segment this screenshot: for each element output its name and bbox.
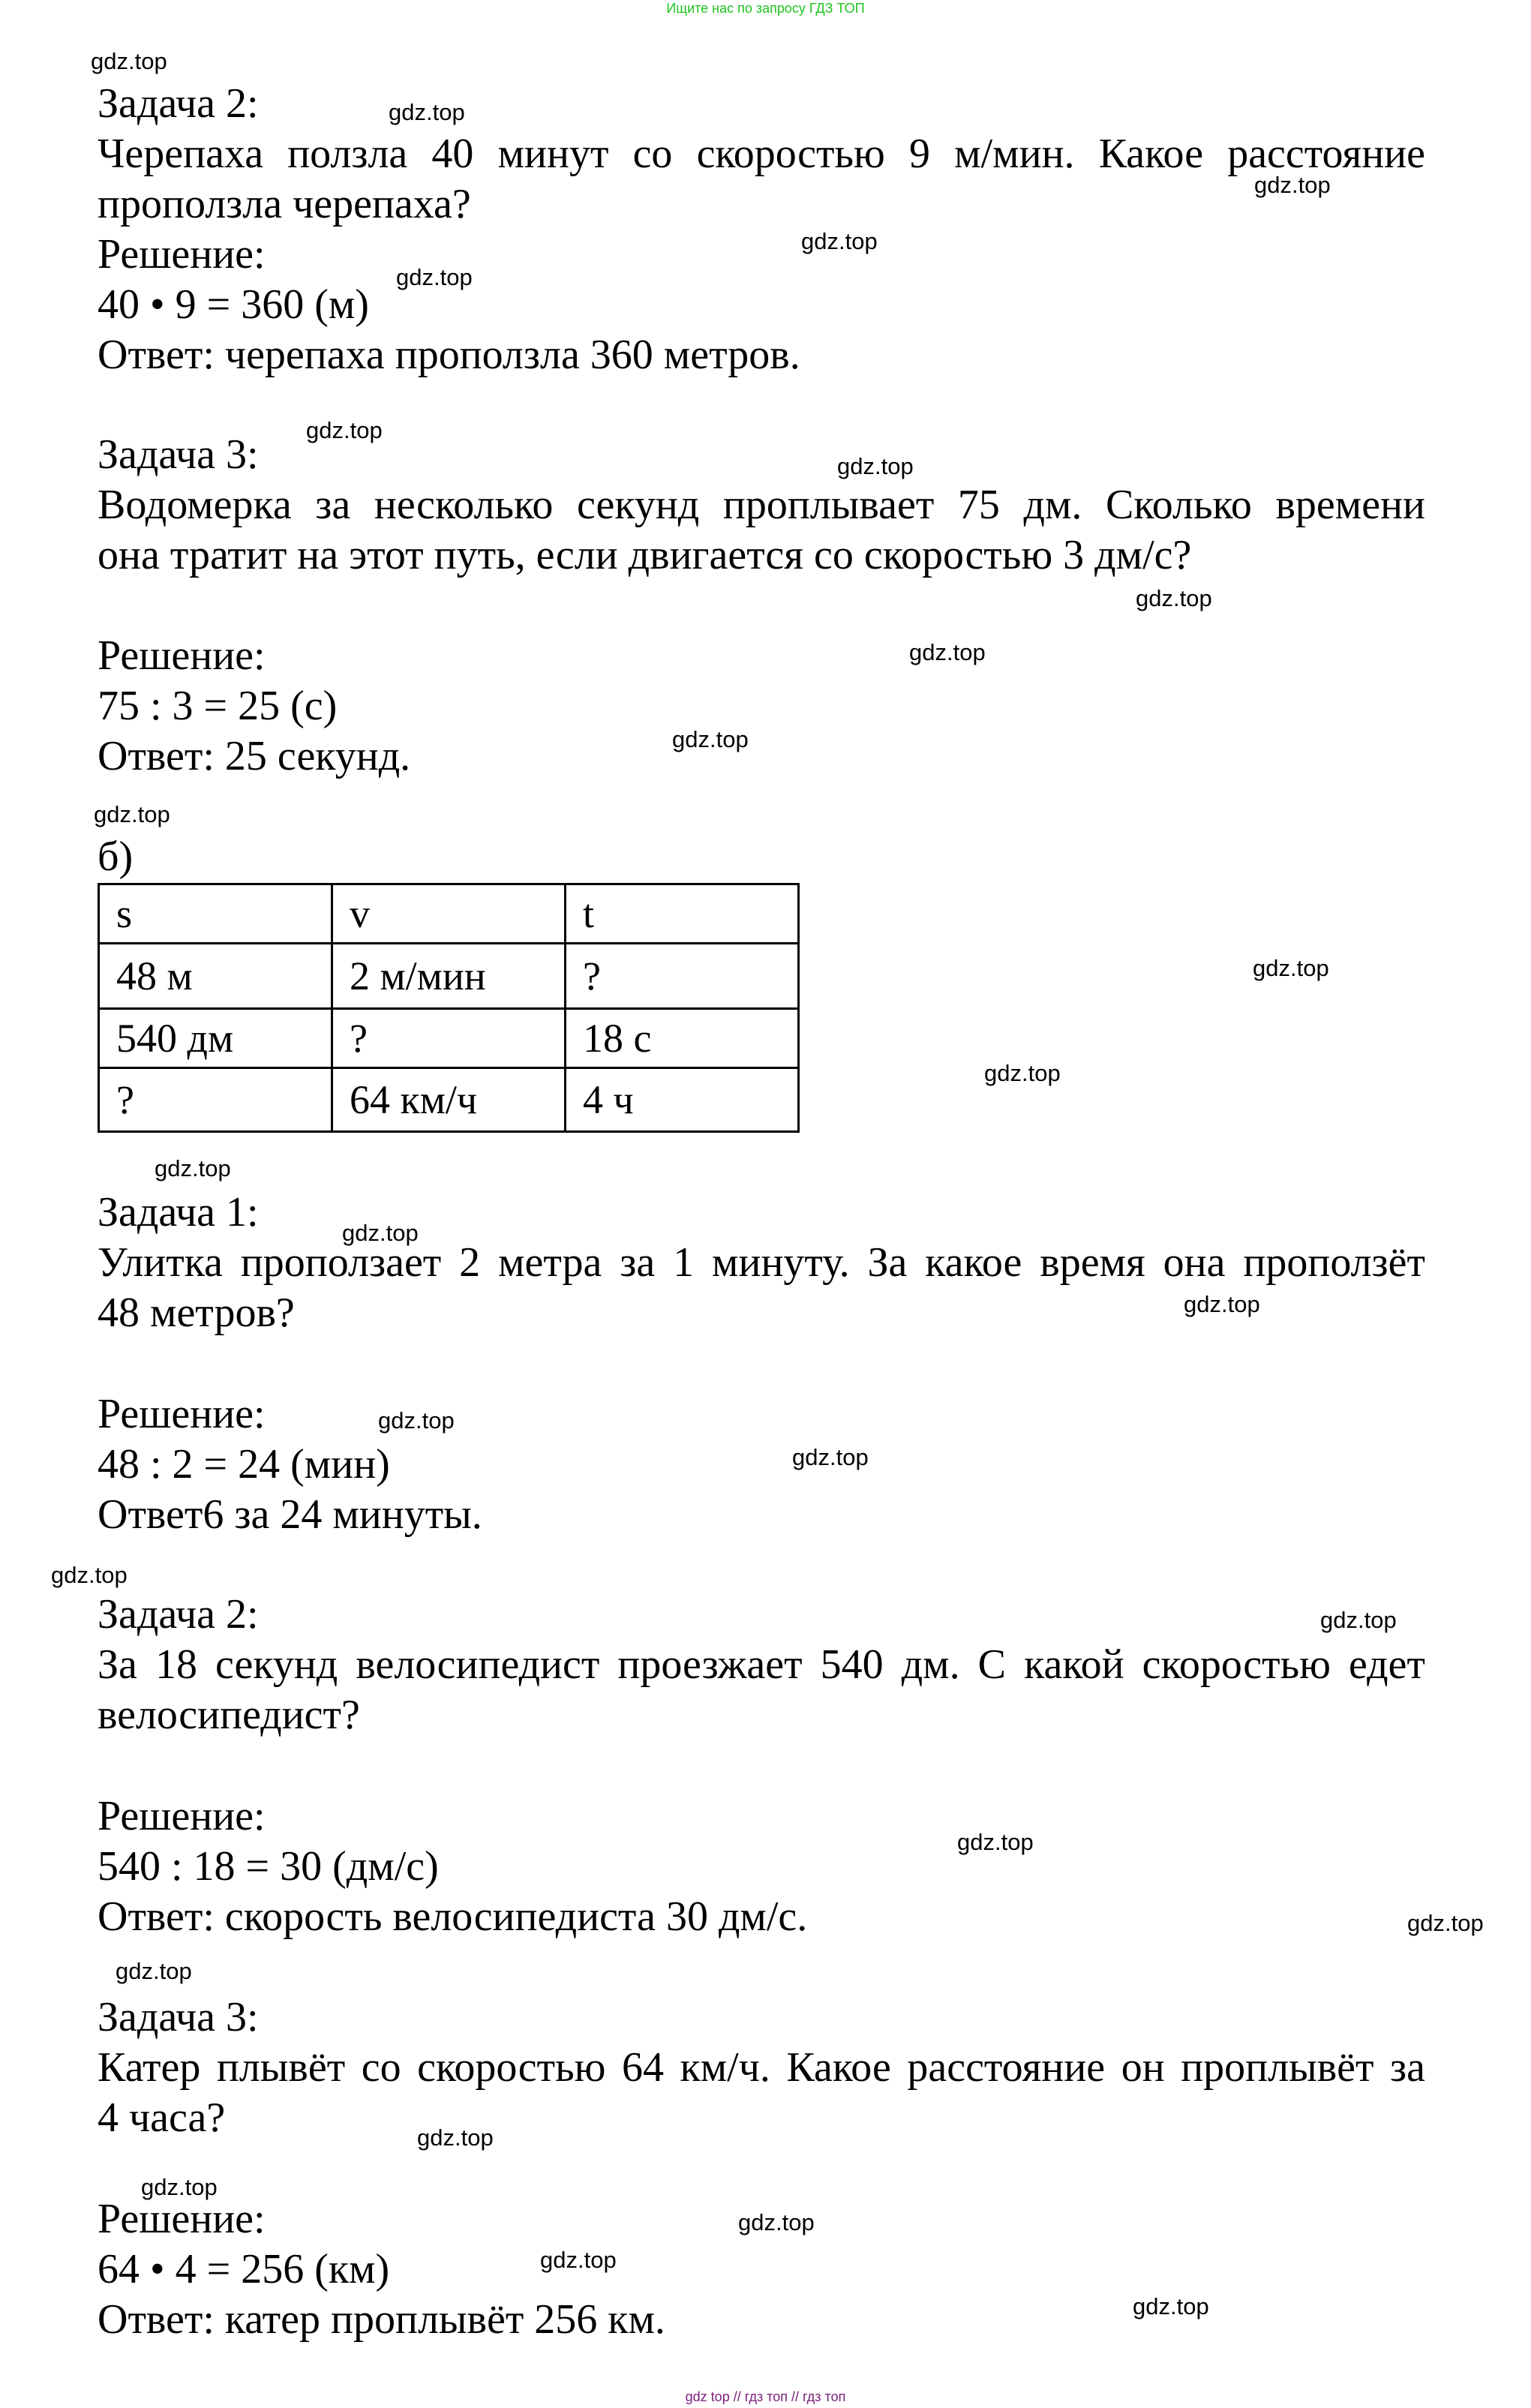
watermark: gdz.top: [909, 639, 986, 665]
table-row: [99, 1009, 799, 1068]
answer: Ответ: скорость велосипедиста 30 дм/с.: [98, 1893, 808, 1940]
table-header-cell: s: [99, 884, 332, 944]
section-label: б): [98, 833, 134, 880]
task-text-line: Черепаха ползла 40 минут со скоростью 9 м/мин. Какое расстояние: [98, 131, 1425, 177]
answer: Ответ: катер проплывёт 256 км.: [98, 2296, 665, 2343]
watermark: gdz.top: [540, 2247, 617, 2273]
table-header-row: [99, 884, 799, 944]
watermark: gdz.top: [306, 417, 383, 443]
table-cell: 4 ч: [566, 1068, 799, 1132]
watermark: gdz.top: [94, 801, 170, 827]
table-row: [99, 944, 799, 1009]
watermark: gdz.top: [1254, 172, 1331, 198]
watermark: gdz.top: [1133, 2293, 1209, 2319]
calculation: 48 : 2 = 24 (мин): [98, 1441, 390, 1488]
watermark: gdz.top: [672, 726, 749, 752]
table-header-cell: v: [332, 884, 566, 944]
watermark: gdz.top: [51, 1562, 128, 1588]
table-row: [99, 1068, 799, 1132]
watermark: gdz.top: [396, 264, 473, 290]
watermark: gdz.top: [141, 2174, 218, 2200]
watermark: gdz.top: [116, 1958, 192, 1984]
watermark: gdz.top: [1184, 1291, 1260, 1317]
table-cell: 2 м/мин: [332, 944, 566, 1009]
answer: Ответ: 25 секунд.: [98, 733, 411, 779]
task-title: Задача 2:: [98, 80, 259, 127]
solution-label: Решение:: [98, 1391, 266, 1437]
watermark: gdz.top: [801, 228, 878, 254]
table-header-cell: t: [566, 884, 799, 944]
watermark: gdz.top: [155, 1155, 231, 1181]
solution-label: Решение:: [98, 632, 266, 679]
watermark: gdz.top: [1253, 955, 1329, 981]
watermark: gdz.top: [417, 2124, 494, 2151]
watermark: gdz.top: [91, 48, 167, 74]
task-text-line: Водомерка за несколько секунд проплывает 75 дм. Сколько времени: [98, 482, 1425, 528]
watermark: gdz.top: [342, 1220, 419, 1246]
watermark: gdz.top: [1407, 1910, 1484, 1936]
calculation: 75 : 3 = 25 (с): [98, 683, 338, 729]
task-text-line: Улитка проползает 2 метра за 1 минуту. За какое время она проползёт: [98, 1239, 1425, 1286]
table-cell: 48 м: [99, 944, 332, 1009]
table-cell: 64 км/ч: [332, 1068, 566, 1132]
watermark: gdz.top: [984, 1060, 1061, 1086]
watermark: gdz.top: [738, 2209, 815, 2235]
table-cell: ?: [566, 944, 799, 1009]
table-cell: ?: [99, 1068, 332, 1132]
task-title: Задача 1:: [98, 1189, 259, 1236]
task-text-line: За 18 секунд велосипедист проезжает 540 дм. С какой скоростью едет: [98, 1641, 1425, 1688]
watermark: gdz.top: [957, 1829, 1034, 1855]
task-text-line: 4 часа?: [98, 2094, 226, 2141]
svt-table: [98, 883, 800, 1133]
watermark: gdz.top: [837, 453, 914, 479]
table-cell: 18 с: [566, 1009, 799, 1068]
watermark: gdz.top: [1136, 585, 1212, 611]
task-title: Задача 2:: [98, 1591, 259, 1638]
answer: Ответ6 за 24 минуты.: [98, 1491, 482, 1538]
solution-label: Решение:: [98, 1793, 266, 1839]
task-text-line: 48 метров?: [98, 1290, 295, 1336]
footer-watermark: gdz top // гдз топ // гдз топ: [685, 2389, 846, 2404]
task-title: Задача 3:: [98, 1994, 259, 2040]
watermark: gdz.top: [389, 99, 465, 125]
calculation: 40 • 9 = 360 (м): [98, 281, 369, 328]
table-cell: ?: [332, 1009, 566, 1068]
watermark: gdz.top: [792, 1444, 869, 1470]
watermark: gdz.top: [378, 1407, 455, 1434]
task-text-line: Катер плывёт со скоростью 64 км/ч. Какое расстояние он проплывёт за: [98, 2044, 1425, 2091]
solution-label: Решение:: [98, 2196, 266, 2242]
task-text-line: она тратит на этот путь, если двигается со скоростью 3 дм/с?: [98, 532, 1192, 578]
search-hint-banner: Ищите нас по запросу ГДЗ ТОП: [666, 1, 865, 16]
watermark: gdz.top: [1320, 1607, 1397, 1633]
task-title: Задача 3:: [98, 431, 259, 478]
answer: Ответ: черепаха проползла 360 метров.: [98, 332, 800, 378]
table-cell: 540 дм: [99, 1009, 332, 1068]
task-text-line: велосипедист?: [98, 1692, 360, 1738]
calculation: 540 : 18 = 30 (дм/с): [98, 1843, 439, 1890]
task-text-line: проползла черепаха?: [98, 181, 471, 227]
calculation: 64 • 4 = 256 (км): [98, 2246, 390, 2292]
solution-label: Решение:: [98, 231, 266, 278]
